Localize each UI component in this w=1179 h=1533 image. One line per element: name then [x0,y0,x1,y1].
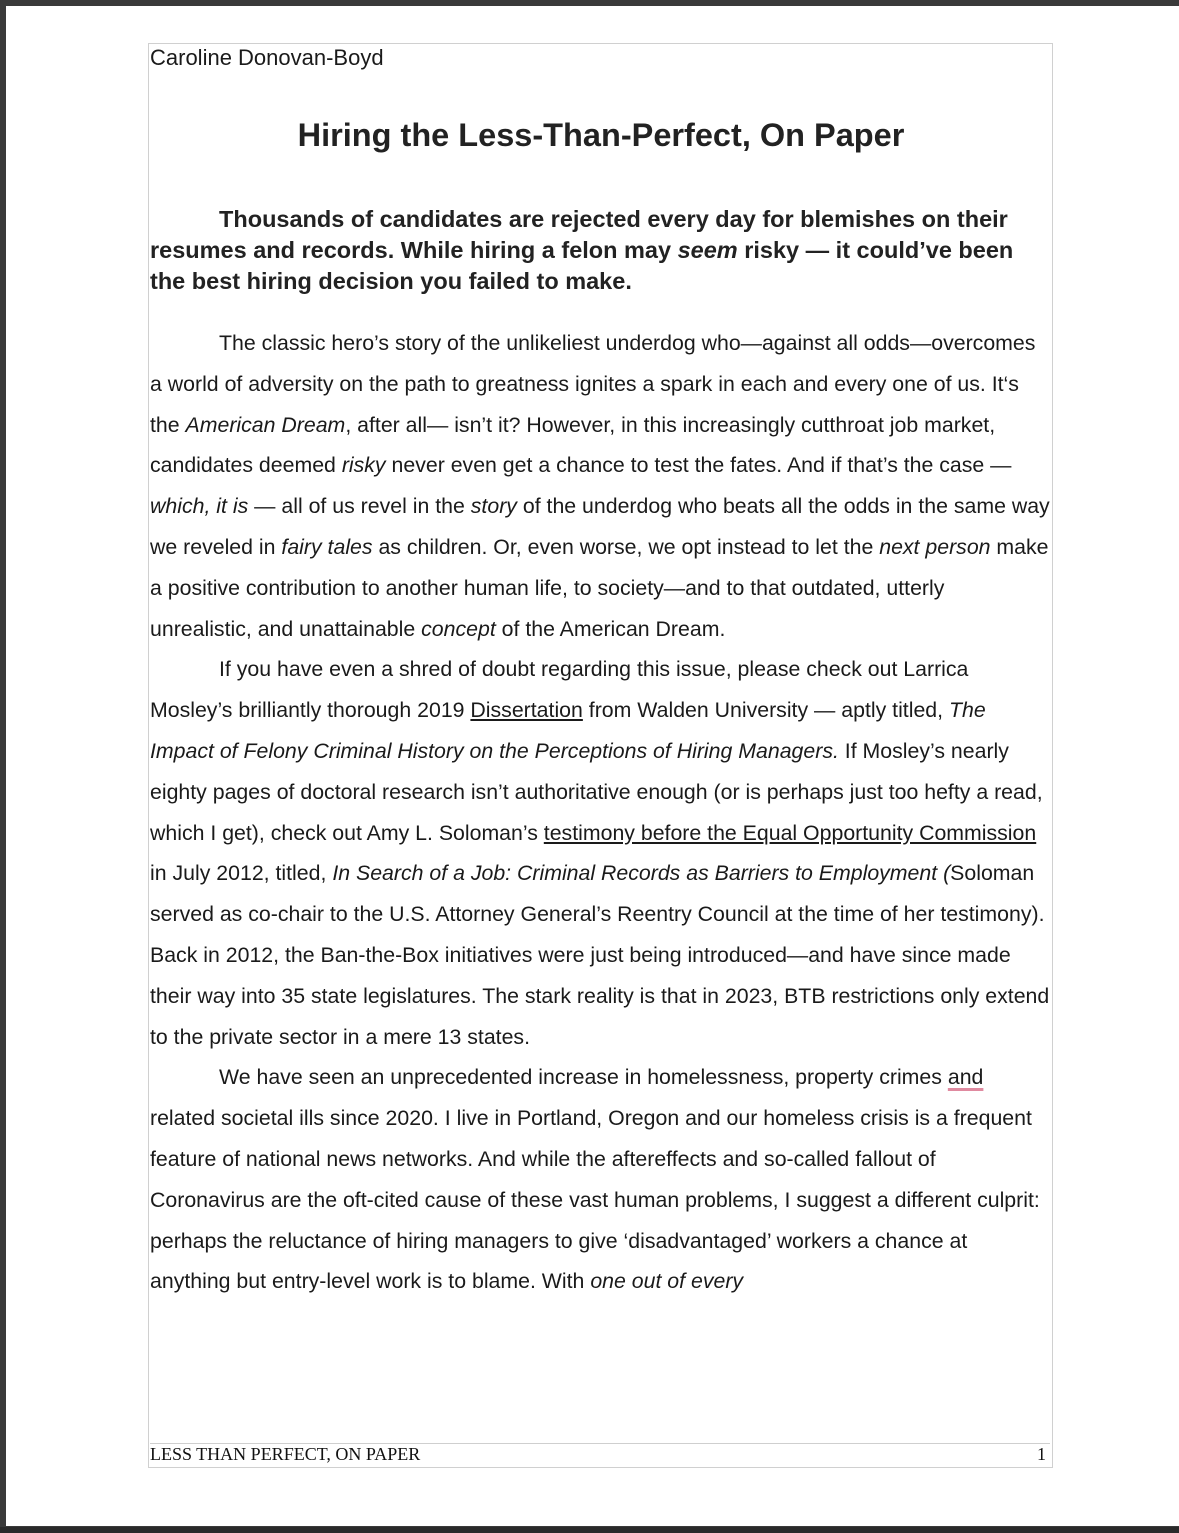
dissertation-link[interactable]: Dissertation [470,698,583,723]
document-title: Hiring the Less-Than-Perfect, On Paper [297,117,905,153]
body-text [150,323,1052,1302]
page-number: 1 [1037,1444,1046,1464]
running-head: LESS THAN PERFECT, ON PAPER [150,1444,421,1464]
author-name: Caroline Donovan-Boyd [150,45,384,70]
spellcheck-flagged-word[interactable]: and [947,1065,984,1090]
document-page [6,6,1179,1526]
lede-paragraph: Thousands of candidates are rejected every day for blemishes on their resumes and records. While hiring a felon may seem risky — it could’ve been the best hiring decision you failed to make. [150,206,1014,294]
paragraph-3: We have seen an unprecedented increase in homelessness, property crimes and related societal ills since 2020. I live in Portland, Oregon and our homeless crisis is a frequent feature of national news networks. And while the aftereffects and so-called fallout of Coronavirus are the oft-cited cause of these vast human problems, I suggest a different culprit: perhaps the reluctance of hiring managers to give ‘disadvantaged’ workers a chance at anything but entry-level work is to blame. With one out of every [150,1065,1040,1294]
paragraph-1: The classic hero’s story of the unlikeliest underdog who—against all odds—overcomes a world of adversity on the path to greatness ignites a spark in each and every one of us. It‘s the American Dream, after all— isn’t it? However, in this increasingly cutthroat job market, candidates deemed risky never even get a chance to test the fates. And if that’s the case — which, it is — all of us revel in the story of the underdog who beats all the odds in the same way we reveled in fairy tales as children. Or, even worse, we opt instead to let the next person make a positive contribution to another human life, to society—and to that outdated, utterly unrealistic, and unattainable concept of the American Dream. [150,331,1050,641]
paragraph-2: If you have even a shred of doubt regarding this issue, please check out Larrica Mosley’s brilliantly thorough 2019 Dissertation from Walden University — aptly titled, The Impact of Felony Criminal History on the Perceptions of Hiring Managers. If Mosley’s nearly eighty pages of doctoral research isn’t authoritative enough (or is perhaps just too hefty a read, which I get), check out Amy L. Soloman’s testimony before the Equal Opportunity Commission in July 2012, titled, In Search of a Job: Criminal Records as Barriers to Employment (Soloman served as co-chair to the U.S. Attorney General’s Reentry Council at the time of her testimony). Back in 2012, the Ban-the-Box initiatives were just being introduced—and have since made their way into 35 state legislatures. The stark reality is that in 2023, BTB restrictions only extend to the private sector in a mere 13 states. [150,657,1050,1049]
page-content [150,43,1052,1302]
window-bottom-edge [0,1527,1179,1533]
page-footer [150,1443,1050,1466]
testimony-link[interactable]: testimony before the Equal Opportunity Commission [543,820,1037,845]
